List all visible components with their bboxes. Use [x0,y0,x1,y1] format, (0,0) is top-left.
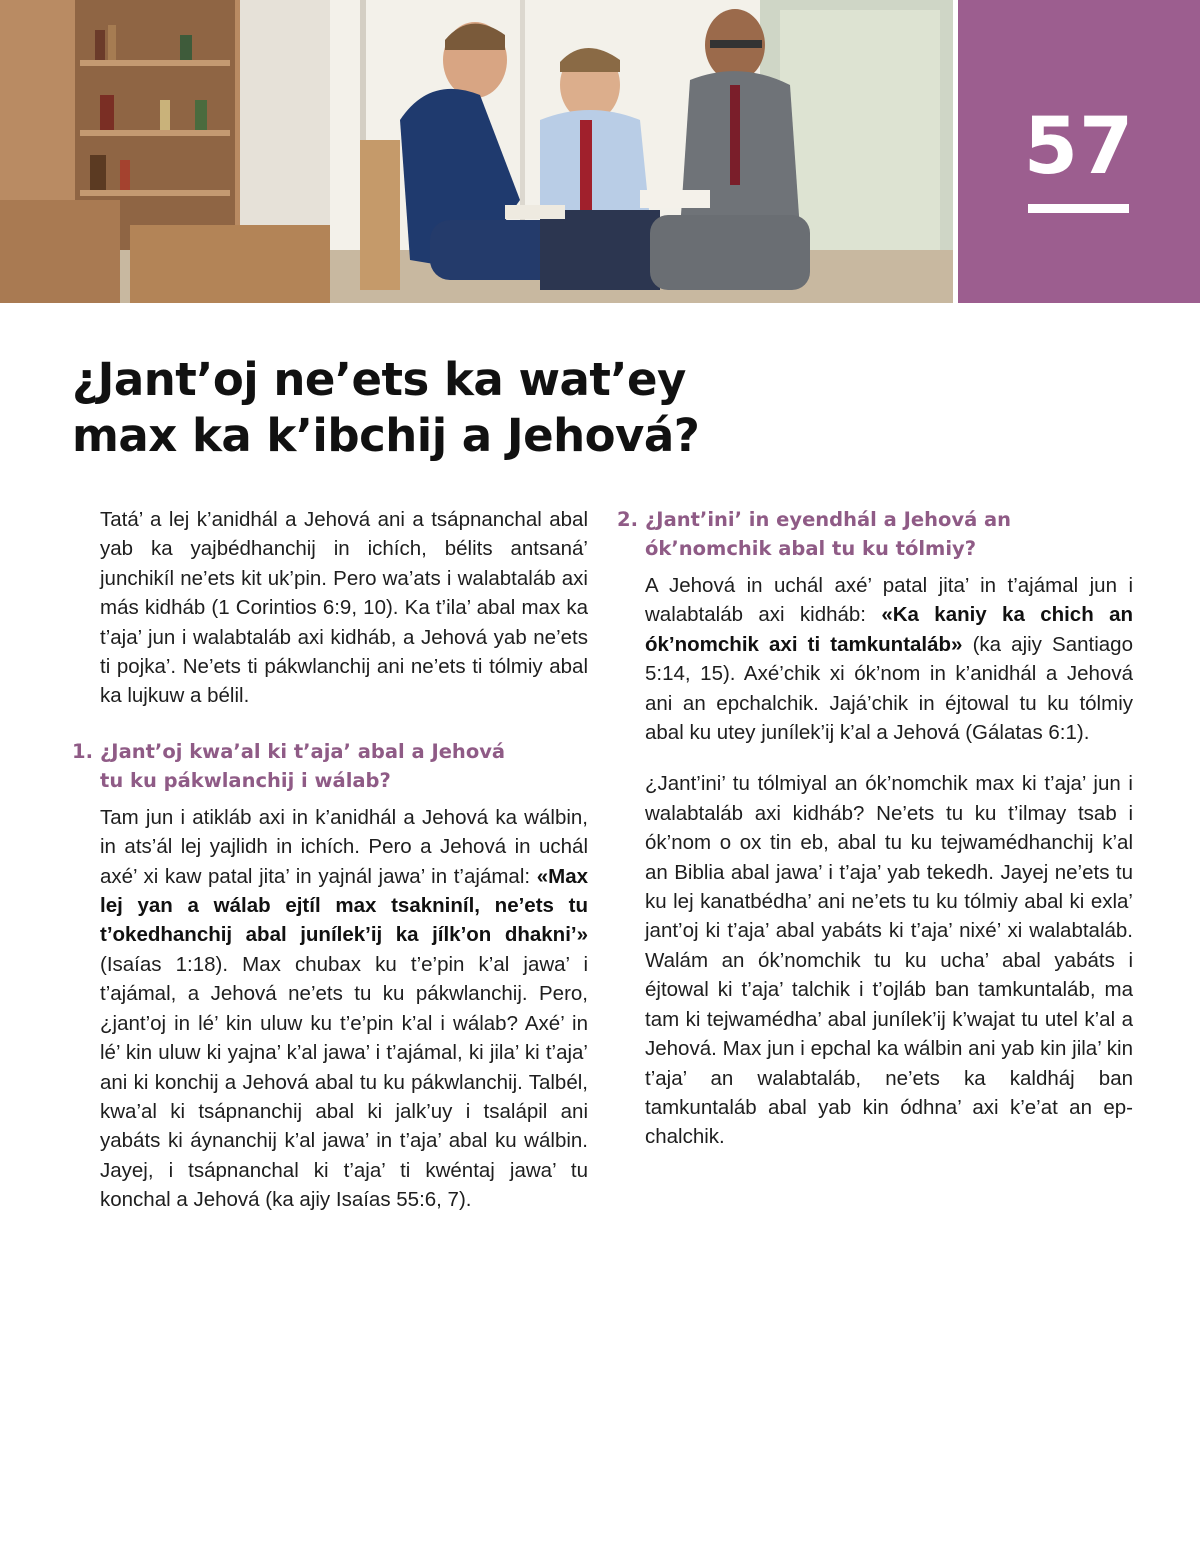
question-1-text-a: Tam jun i atikláb axi in k’anidhál a Jehová ka wálbin, in ats’ál lej yajlidh in ichích. Pero a Jehová in uchál axé’ xi kaw patal jita’ in yajnál jawa’ in t’ajámal: [100,805,588,888]
question-2-heading [617,505,1133,563]
question-2-text-b: (ka ajiy Santiago 5:14, 15). Axé’chik xi ók’nom in k’anidhál a Jehová ani an epchalchik. Jajá’chik in éjtowal tu ku tólmiy abal ku utey junílek’ij k’al a Jehová (Gálatas 6:1). [645,632,1133,745]
question-1-line-1: ¿Jant’oj kwa’al ki t’aja’ abal a Jehová [100,739,506,763]
question-2-number: 2. [617,508,638,531]
lesson-number-box [958,0,1200,303]
question-1-text-b: (Isaías 1:18). Max chubax ku t’e’pin k’al jawa’ i t’ajámal, a Jehová ne’ets tu ku pákwlanchij. Pero, ¿jant’oj in lé’ kin uluw ku t’e’pin k’al i wálab? Axé’ in lé’ kin uluw ki yajna’ k’al jawa’ i t’ajámal, ki jila’ ki t’aja’ ani ki konchij a Jehová abal tu ku pákwlanchij. Talbél, kwa’al ki tsápnanchij abal ki jalk’uy i tsalápil ani yabáts ki áynanchij k’al jawa’ in t’aja’ abal ku wálbin. Jayej, i tsápnanchal ki t’aja’ ti kwéntaj jawa’ tu konchal a Jehová (ka ajiy Isaías 55:6, 7). [100,952,588,1212]
header-photo [0,0,953,303]
question-2-text-a: A Jehová in uchál axé’ patal jita’ in t’ajámal jun i walabtaláb axi kidháb: [645,574,1133,627]
question-1-number: 1. [72,739,93,763]
question-2-paragraph-2: ¿Jant’ini’ tu tólmiyal an ók’nomchik max ki t’aja’ jun i walabtaláb axi kidháb? Ne’ets tu ku t’ilmay tsab i ók’nom o ox tin eb, abal tu ku tejwamédhanchij k’al an Biblia abal jawa’ i t’aja’ yab tekedh. Jayej ne’ets tu ku lej kanatbédha’ ani ne’ets tu ku tólmiy abal ki exla’ jant’oj ki t’aja’ abal yabáts ki t’aja’ nixé’ xi walabtaláb. Walám an ók’nomchik tu ku ucha’ abal yabáts i éjtowal ki t’aja’ talchik i t’ojláb ban tamkuntaláb, ma tam ki tejwamédha’ abal junílek’ij k’wajat tu utel k’al a Jehová. Max jun i epchal ka wálbin ani yab kin jila’ kin t’aja’ an walabtaláb, ne’ets ka kaldháj ban tamkuntaláb abal yab kin ódhna’ axi k’e’at an epchalchik. [645,772,1133,1149]
meeting-illustration [0,0,953,303]
lesson-number-underline [1028,204,1129,213]
right-column [617,505,1133,1174]
question-1-heading [72,737,588,795]
page-title-line-1: ¿Jant’oj ne’ets ka wat’ey [72,353,686,406]
question-2-line-1: ¿Jant’ini’ in eyendhál a Jehová an [645,508,1012,531]
intro-paragraph: Tatá’ a lej k’anidhál a Jehová ani a tsápnanchal abal yab ka yajbédhanchij in ichích, bélits antsaná’ junchikíl ne’ets kit uk’pin. Pero wa’ats i walabtaláb axi más kidháb (1 Corintios 6:9, 10). Ka t’ila’ abal max ka t’aja’ jun i walabtaláb axi kidháb, a Jehová yab ne’ets ti pojka’. Ne’ets ti pákwlanchij ani ne’ets ti tólmiy abal ka lujkuw a bélil. [100,508,588,708]
question-2-line-2: ók’nomchik abal tu ku tólmiy? [645,537,977,560]
question-2-paragraph-1 [645,571,1133,747]
page-title [72,352,872,464]
left-column [72,505,588,1237]
question-1-line-2: tu ku pákwlanchij i wálab? [100,768,391,792]
page-title-line-2: max ka k’ibchij a Jehová? [72,409,700,462]
question-2-quote: «Ka kaniy ka chich an ók’nomchik axi ti tamkuntaláb» [645,603,1133,656]
lesson-number: 57 [1023,102,1135,192]
question-1-quote: «Max lej yan a wálab ejtíl max tsakniníl, ne’ets tu t’okedhanchij abal junílek’ij ka jílk’on dhakni’» [100,864,588,947]
question-1-paragraph [100,803,588,1215]
